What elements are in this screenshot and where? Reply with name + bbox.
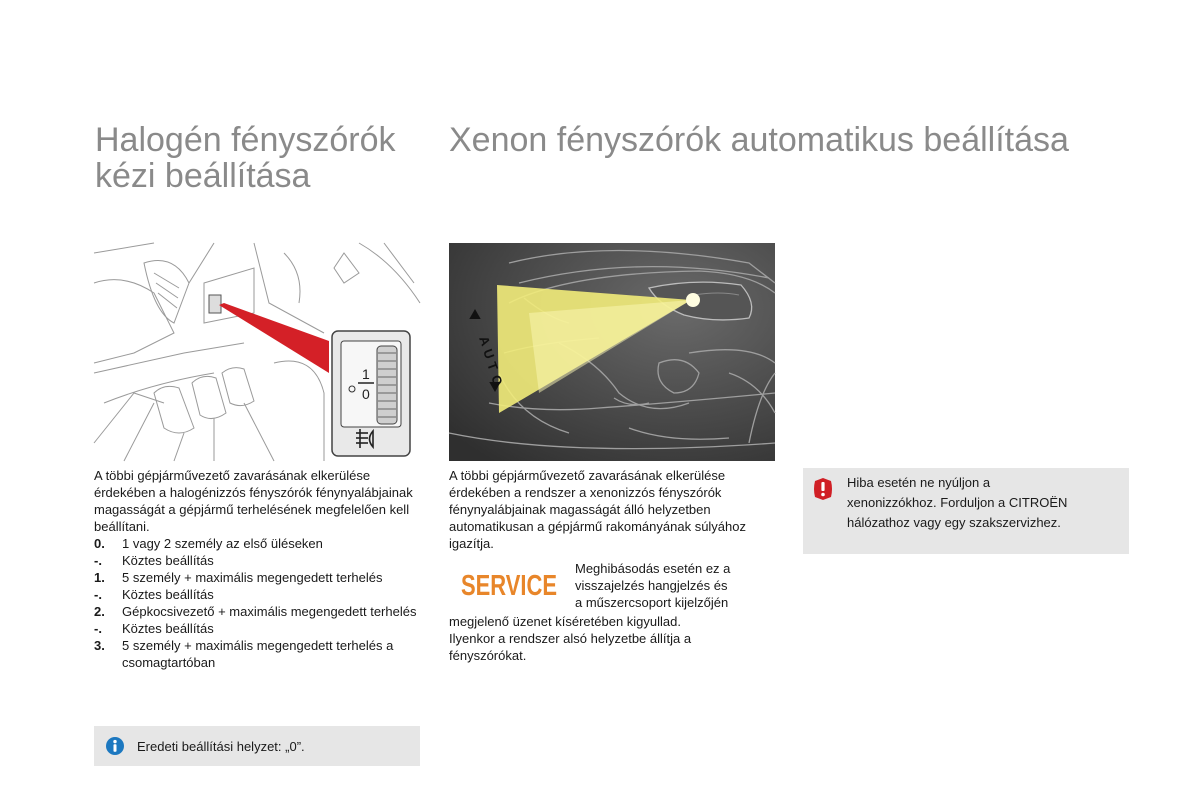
list-item-key: -.: [94, 553, 102, 568]
switch-label-bottom: 0: [362, 386, 370, 402]
info-icon: [106, 737, 124, 755]
auto-letter-o: O: [488, 372, 506, 388]
service-line: Meghibásodás esetén ez a: [575, 561, 731, 576]
xenon-car-illustration: [449, 243, 775, 461]
list-item: [94, 620, 424, 637]
list-item-key: 1.: [94, 570, 105, 585]
list-item: [94, 552, 424, 569]
service-warning-lamp-icon: [459, 568, 559, 602]
service-rest-line: fényszórókat.: [449, 648, 527, 663]
list-item-key: 2.: [94, 604, 105, 619]
list-item-text: Köztes beállítás: [122, 621, 214, 636]
service-rest-line: megjelenő üzenet kíséretében kigyullad.: [449, 614, 681, 629]
dashboard-illustration: [94, 243, 420, 461]
info-note-text: Eredeti beállítási helyzet: „0”.: [137, 738, 305, 754]
halogen-text: [94, 467, 424, 671]
list-item-text: Köztes beállítás: [122, 553, 214, 568]
list-item-text: 5 személy + maximális megengedett terhelés a csomagtartóban: [122, 638, 394, 670]
heading-halogen-line1: Halogén fényszórók: [95, 121, 396, 159]
list-item: [94, 603, 424, 620]
warning-text: [847, 473, 1117, 533]
warning-line: Hiba esetén ne nyúljon a: [847, 475, 991, 490]
list-item-key: -.: [94, 587, 102, 602]
list-item: [94, 569, 424, 586]
list-item: [94, 586, 424, 603]
service-line: visszajelzés hangjelzés és: [575, 578, 728, 593]
list-item-key: -.: [94, 621, 102, 636]
dashboard-drawing: [94, 243, 420, 461]
load-settings-list: [94, 535, 424, 671]
auto-letter-t: T: [484, 359, 501, 373]
xenon-text: [449, 467, 779, 552]
service-rest-line: Ilyenkor a rendszer alsó helyzetbe állítja a: [449, 631, 692, 646]
list-item: [94, 535, 424, 552]
warning-icon: [813, 478, 833, 500]
list-item: [94, 637, 424, 671]
switch-label-top: 1: [362, 366, 370, 382]
service-line: a műszercsoport kijelzőjén: [575, 595, 729, 610]
list-item-key: 0.: [94, 536, 105, 551]
service-warning-block: [449, 560, 779, 664]
list-item-text: Köztes beállítás: [122, 587, 214, 602]
service-rest-lines: [449, 613, 779, 664]
heading-halogen-line2: kézi beállítása: [95, 157, 311, 195]
xenon-intro: A többi gépjárművezető zavarásának elkerülése érdekében a rendszer a xenonizzós fényszórók fénynyalábjainak magasságát álló helyzetben automatikusan a gépjármű rakományának súlyához igazítja.: [449, 468, 747, 551]
list-item-text: Gépkocsivezető + maximális megengedett terhelés: [122, 604, 417, 619]
info-note-box: [94, 726, 420, 766]
list-item-key: 3.: [94, 638, 105, 653]
halogen-intro: A többi gépjárművezető zavarásának elkerülése érdekében a halogénizzós fényszórók fénynyalábjainak magasságát a gépjármű terhelésének megfelelően kell beállítani.: [94, 468, 413, 534]
heading-xenon: Xenon fényszórók automatikus beállítása: [449, 121, 1069, 159]
service-lines: [575, 560, 779, 611]
list-item-text: 1 vagy 2 személy az első üléseken: [122, 536, 323, 551]
xenon-car-drawing: [449, 243, 775, 461]
auto-letter-u: U: [480, 346, 498, 361]
heading-halogen: [95, 122, 435, 194]
service-logo-text: SERVICE: [461, 570, 557, 602]
warning-box: [803, 468, 1129, 554]
warning-line: xenonizzókhoz. Forduljon a CITROËN: [847, 495, 1068, 510]
warning-line: hálózathoz vagy egy szakszervizhez.: [847, 515, 1061, 530]
list-item-text: 5 személy + maximális megengedett terhelés: [122, 570, 383, 585]
auto-letter-a: A: [476, 333, 494, 348]
